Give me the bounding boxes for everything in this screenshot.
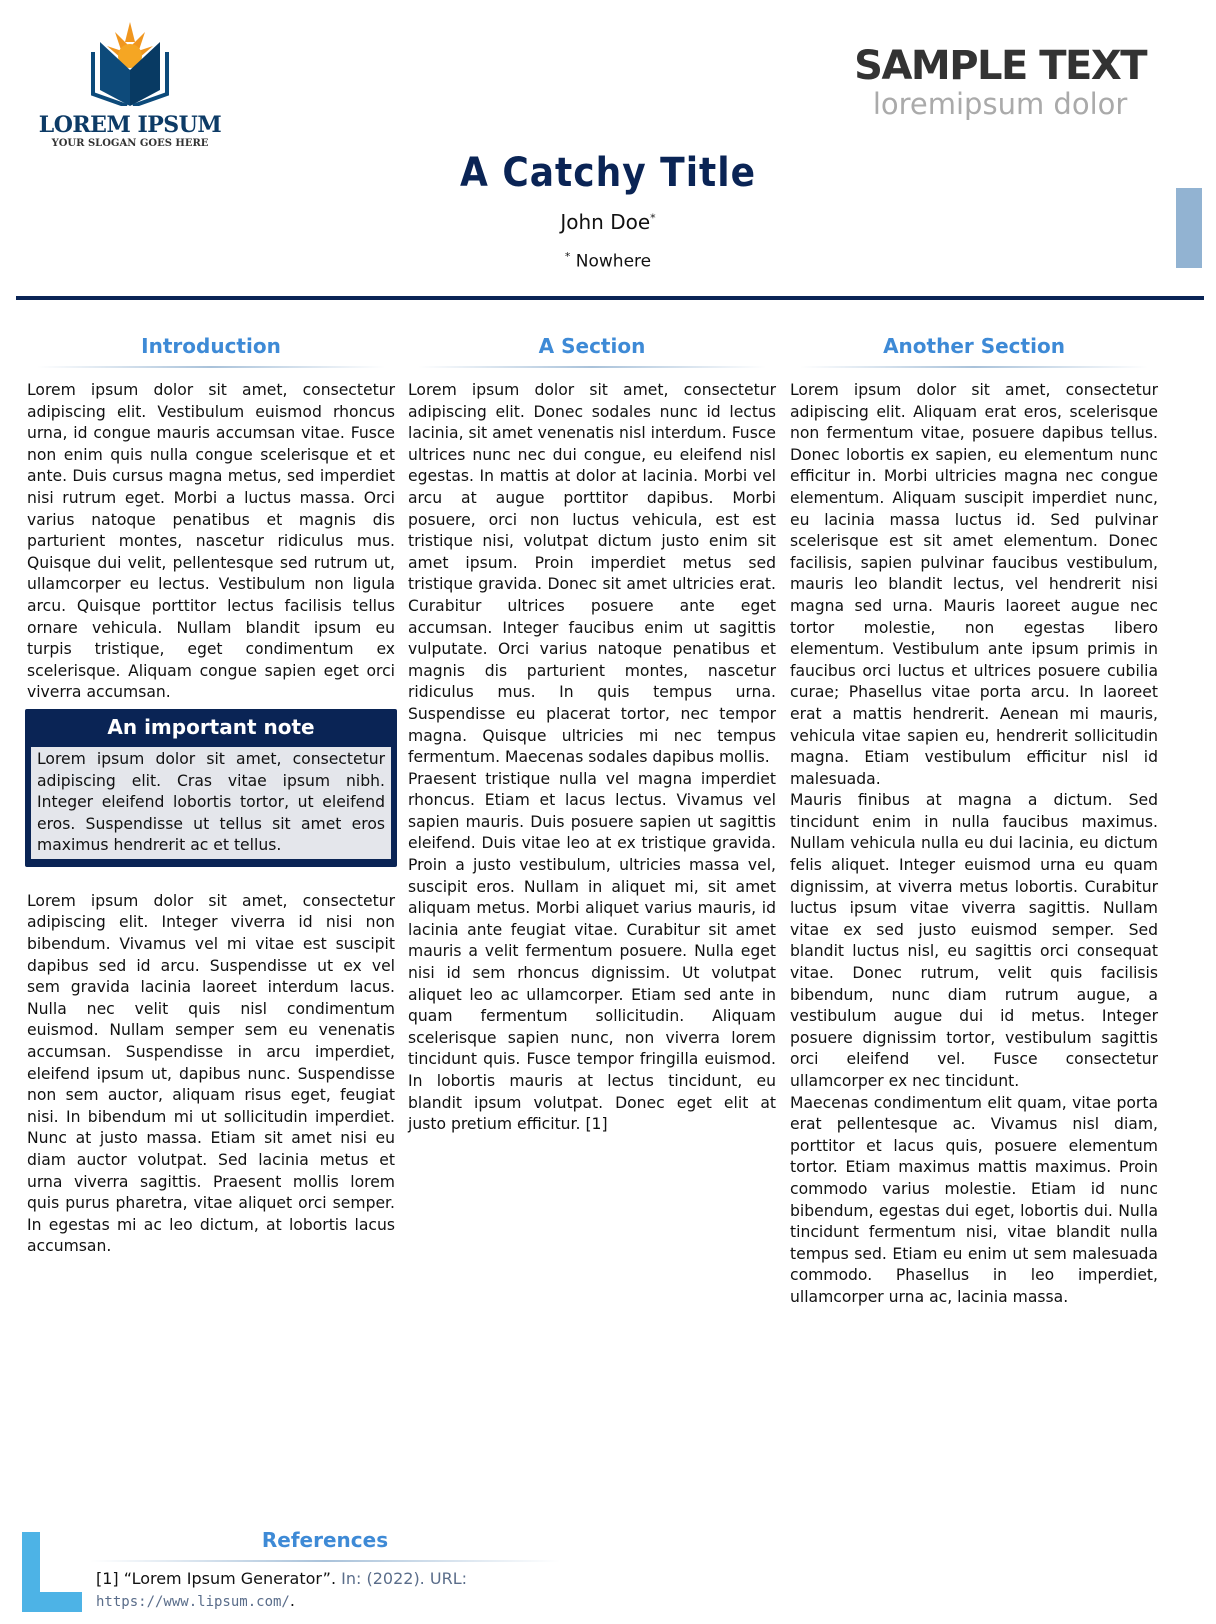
logo-slogan: YOUR SLOGAN GOES HERE: [51, 138, 209, 149]
heading-underline: [800, 366, 1148, 368]
column-another-section: [790, 334, 1158, 1309]
affiliation-name: Nowhere: [575, 251, 652, 272]
header-divider: [16, 296, 1204, 300]
open-book-sun-icon: [75, 20, 185, 106]
heading-underline: [418, 366, 766, 368]
note-text: Lorem ipsum dolor sit amet, consectetur adipiscing elit. Cras vitae ipsum nibh. Integer eleifend lobortis tortor, ut eleifend eros. Suspendisse ut tellus sit amet eros maximus hendrerit ac et tellus.: [31, 747, 391, 859]
heading-underline: [90, 1560, 560, 1562]
paragraph: Maecenas condimentum elit quam, vitae porta erat pellentesque ac. Vivamus nisl diam, porttitor et lacus quis, posuere elementum tortor. Etiam maximus mattis maximus. Proin commodo varius molestie. Etiam id nunc bibendum, egestas dui eget, lobortis dui. Nulla tincidunt fermentum nisi, vitae blandit nulla tempus sed. Etiam eu enim ut sem malesuada commodo. Phasellus in leo imperdiet, ullamcorper urna ac, lacinia massa.: [790, 1093, 1158, 1306]
paragraph: Praesent tristique nulla vel magna imperdiet rhoncus. Etiam et lacus lectus. Vivamus vel sapien mauris. Duis posuere sapien ut sagittis eleifend. Duis vitae leo at ex tristique gravida. Proin a justo vestibulum, ultricies massa vel, suscipit eros. Nullam in aliquet mi, sit amet aliquam metus. Morbi aliquet varius mauris, id lacinia ante feugiat vitae. Curabitur sit amet mauris a velit fermentum posuere. Nulla eget nisi id sem rhoncus dignissim. Ut volutpat aliquet leo ac ullamcorper. Etiam sed ante in quam fermentum sollicitudin. Aliquam scelerisque sapien nunc, non viverra lorem tincidunt quis. Fusce tempor fringilla euismod. In lobortis mauris at lectus tincidunt, eu blandit ipsum volutpat. Donec eget elit at justo pretium efficitur. [1]: [408, 769, 776, 1134]
note-title: An important note: [107, 714, 315, 739]
references-heading: References: [261, 1528, 389, 1552]
affiliation-mark: *: [564, 250, 571, 263]
author-name: John Doe: [560, 210, 651, 234]
reference-end: .: [289, 1591, 295, 1610]
paragraph: Mauris finibus at magna a dictum. Sed tincidunt enim in nulla faucibus maximus. Nullam vehicula nulla eu dui lacinia, eu dictum felis aliquet. Integer euismod urna eu quam dignissim, at viverra metus lobortis. Curabitur luctus ipsum vitae viverra sagittis. Nullam vitae ex sed justo euismod semper. Sed blandit luctus nisl, eu sagittis orci consequat vitae. Donec rutrum, velit quis facilisis bibendum, nunc diam rutrum augue, a vestibulum augue dui id metus. Integer posuere dignissim tortor, vestibulum sagittis orci eleifend vel. Fusce consectetur ullamcorper ex nec tincidunt.: [790, 791, 1158, 1090]
logo: [30, 20, 230, 149]
references-section: [90, 1528, 560, 1613]
paragraph: Lorem ipsum dolor sit amet, consectetur adipiscing elit. Aliquam erat eros, scelerisque non fermentum vitae, posuere dapibus tellus. Donec lobortis ex sapien, eu elementum nunc efficitur in. Morbi ultricies magna nec congue elementum. Aliquam suscipit imperdiet nunc, eu lacinia massa luctus id. Sed pulvinar scelerisque est sit amet elementum. Donec facilisis, sapien pulvinar faucibus vestibulum, mauris leo blandit lectus, vel hendrerit nisi magna sed urna. Mauris laoreet augue nec tortor molestie, non egestas libero elementum. Vestibulum ante ipsum primis in faucibus orci luctus et ultrices posuere cubilia curae; Phasellus vitae porta arcu. In laoreet erat a mattis hendrerit. Aenean mi mauris, vehicula vitae sapien eu, hendrerit sollicitudin magna. Etiam vestibulum efficitur nisl id malesuada.: [790, 381, 1158, 788]
author-mark: *: [650, 211, 656, 225]
page-title: A Catchy Title: [459, 150, 756, 196]
column-a-section: [408, 334, 776, 1136]
reference-item: [90, 1568, 560, 1613]
section-heading: Another Section: [883, 334, 1065, 358]
important-note-box: [25, 709, 397, 867]
column-introduction: [27, 334, 395, 1258]
reference-url-link[interactable]: https://www.lipsum.com/: [96, 1594, 290, 1610]
sample-subtitle: loremipsum dolor: [872, 87, 1128, 121]
heading-underline: [37, 366, 385, 368]
reference-number: [1]: [96, 1569, 119, 1588]
author: [0, 210, 1216, 234]
section-heading: A Section: [538, 334, 646, 358]
sample-title: SAMPLE TEXT: [854, 43, 1146, 89]
l-shape-decoration: [22, 1532, 82, 1612]
section-heading: Introduction: [141, 334, 281, 358]
paragraph: Lorem ipsum dolor sit amet, consectetur adipiscing elit. Donec sodales nunc id lectus lacinia, sit amet venenatis nisl interdum. Fusce ultrices nunc nec dui congue, eu eleifend nisl egestas. In mattis at dolor at lacinia. Morbi vel arcu at augue porttitor dapibus. Morbi posuere, orci non luctus vehicula, est est tristique nisi, volutpat dictum justo enim sit amet ipsum. Proin imperdiet metus sed tristique gravida. Donec sit amet ultricies erat. Curabitur ultrices posuere ante eget accumsan. Integer faucibus enim ut sagittis vulputate. Orci varius natoque penatibus et magnis dis parturient montes, nascetur ridiculus mus. In quis tempus urna. Suspendisse eu placerat tortor, nec tempor magna. Quisque ultricies mi nec tempus fermentum. Maecenas sodales dapibus mollis.: [408, 381, 776, 767]
sample-text-block: [854, 44, 1146, 120]
reference-in: In: (2022).: [341, 1569, 425, 1588]
paragraph: Lorem ipsum dolor sit amet, consectetur adipiscing elit. Integer viverra id nisi non bibendum. Vivamus vel mi vitae est suscipit dapibus sed id arcu. Suspendisse ut ex vel sem gravida lacinia laoreet interdum lacus. Nulla nec velit quis nisl condimentum euismod. Nullam semper sem eu venenatis accumsan. Suspendisse in arcu imperdiet, eleifend ipsum ut, dapibus nunc. Suspendisse non sem auctor, aliquam risus eget, feugiat nisi. In bibendum mi ut sollicitudin imperdiet. Nunc at justo massa. Etiam sit amet nisi eu diam auctor volutpat. Sed lacinia metus et urna viverra sagittis. Praesent mollis lorem quis purus pharetra, vitae aliquet orci semper. In egestas mi ac leo dictum, at lobortis lacus accumsan.: [27, 891, 395, 1256]
paragraph: Lorem ipsum dolor sit amet, consectetur adipiscing elit. Vestibulum euismod rhoncus urna, id congue mauris accumsan vitae. Fusce non enim quis nulla congue scelerisque et et ante. Duis cursus magna metus, sed imperdiet nisi rutrum eget. Morbi a luctus massa. Orci varius natoque penatibus et magnis dis parturient montes, nascetur ridiculus mus. Quisque dui velit, pellentesque sed rutrum ut, ullamcorper eu lectus. Vestibulum non ligula arcu. Quisque porttitor lectus facilisis tellus ornare vehicula. Nullam blandit ipsum eu turpis tristique, eget condimentum ex scelerisque. Aliquam congue sapien eget orci viverra accumsan.: [27, 381, 395, 702]
logo-name: LOREM IPSUM: [38, 112, 222, 138]
reference-title: “Lorem Ipsum Generator”.: [123, 1569, 337, 1588]
reference-url-label: URL:: [429, 1569, 467, 1588]
affiliation: [0, 250, 1216, 272]
